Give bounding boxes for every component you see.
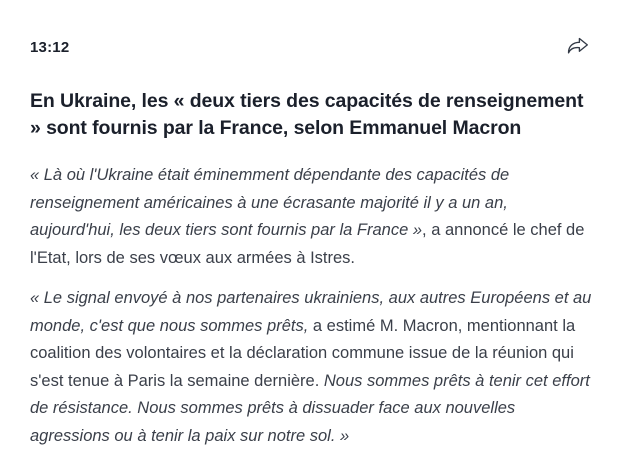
attribution-text: , a annoncé le chef de l'Etat, lors de ses vœux aux armées à Istres. — [30, 221, 585, 267]
attribution-text: a estimé M. Macron, mentionnant la coalition des volontaires et la déclaration commune issue de la réunion qui s'est tenue à Paris la semaine dernière. — [30, 316, 576, 390]
post-timestamp: 13:12 — [30, 39, 70, 56]
post-body — [30, 162, 595, 450]
post-header — [30, 40, 595, 57]
quote-text: « Le signal envoyé à nos partenaires ukrainiens, aux autres Européens et au monde, c'est que nous sommes prêts, — [30, 289, 592, 335]
quote-text: « Là où l'Ukraine était éminemment dépendante des capacités de renseignement américaines à une écrasante majorité il y a un an, aujourd'hui, les deux tiers sont fournis par la France » — [30, 166, 510, 239]
share-button[interactable] — [566, 37, 589, 57]
post-paragraph-2 — [30, 285, 595, 450]
quote-text: Nous sommes prêts à tenir cet effort de résistance. Nous sommes prêts à dissuader face aux nouvelles agressions ou à tenir la paix sur notre sol. » — [30, 371, 590, 445]
share-arrow-icon — [566, 37, 589, 57]
post-paragraph-1 — [30, 162, 595, 272]
post-title: En Ukraine, les « deux tiers des capacités de renseignement » sont fournis par la France, selon Emmanuel Macron — [30, 90, 584, 139]
